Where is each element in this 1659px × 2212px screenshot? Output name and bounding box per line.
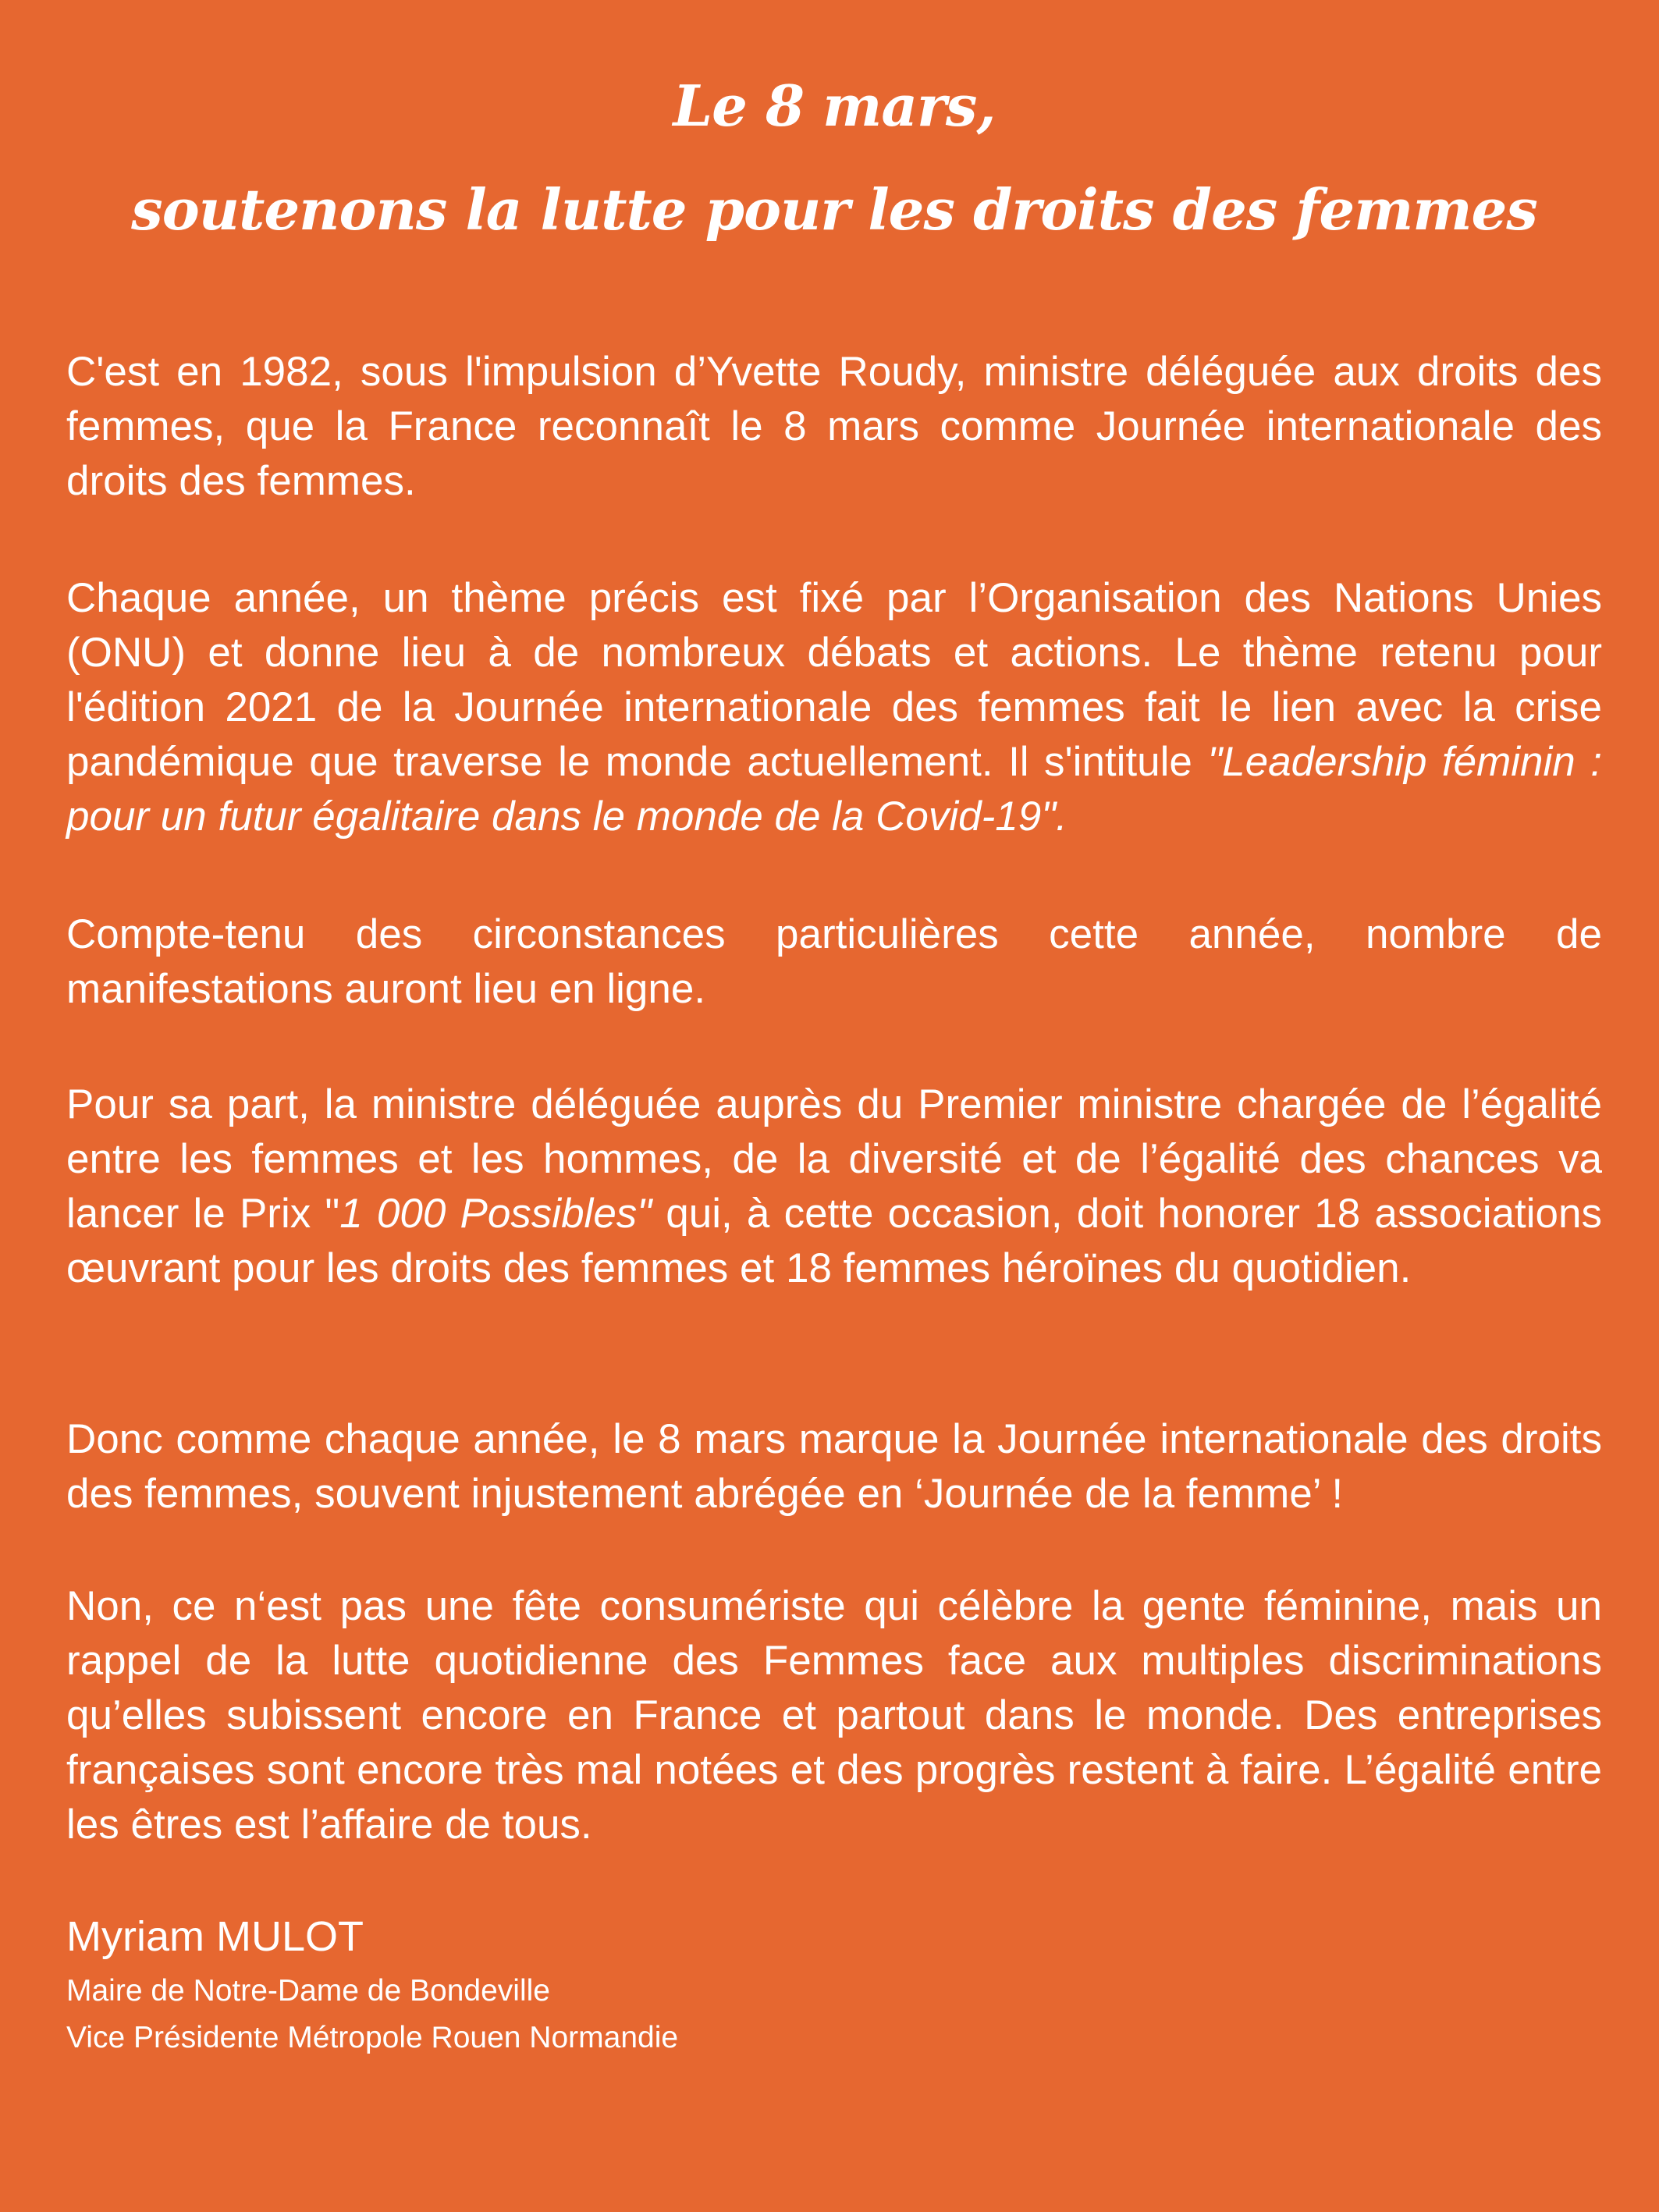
paragraph-prize [66,1078,1602,1296]
title-line-2: soutenons la lutte pour les droits des femmes [131,176,1537,243]
theme-title: "Leadership féminin : pour un futur égalitaire dans le monde de la Covid-19". [66,739,1602,840]
title-line-1: Le 8 mars, [673,73,996,139]
paragraph-reminder: Non, ce n‘est pas une fête consumériste qui célèbre la gente féminine, mais un rappel de la lutte quotidienne des Femmes face aux multiples discriminations qu’elles subissent encore en France et partout dans le monde. Des entreprises françaises sont encore très mal notées et des progrès restent à faire. L’égalité entre les êtres est l’affaire de tous. [66,1583,1602,1848]
prize-name: 1 000 Possibles" [339,1191,652,1237]
signature-role-mayor: Maire de Notre-Dame de Bondeville [66,1974,550,2008]
paragraph-online: Compte-tenu des circonstances particulières cette année, nombre de manifestations auront lieu en ligne. [66,911,1602,1012]
paragraph-theme-text: Chaque année, un thème précis est fixé par l’Organisation des Nations Unies (ONU) et donne lieu à de nombreux débats et actions. Le thème retenu pour l'édition 2021 de la Journée internationale des femmes fait le lien avec la crise pandémique que traverse le monde actuellement. Il s'intitule [66,575,1602,785]
paragraph-prize-after: qui, à cette occasion, doit honorer 18 associations œuvrant pour les droits des femmes et 18 femmes héroïnes du quotidien. [66,1191,1602,1291]
paragraph-theme [66,571,1602,844]
paragraph-annual: Donc comme chaque année, le 8 mars marque la Journée internationale des droits des femmes, souvent injustement abrégée en ‘Journée de la femme’ ! [66,1416,1602,1517]
signature-role-metropole: Vice Présidente Métropole Rouen Normandie [66,2021,679,2054]
paragraph-prize-before: Pour sa part, la ministre déléguée auprès du Premier ministre chargée de l’égalité entre les femmes et les hommes, de la diversité et de l’égalité des chances va lancer le Prix " [66,1081,1602,1237]
paragraph-history: C'est en 1982, sous l'impulsion d’Yvette Roudy, ministre déléguée aux droits des femmes, que la France reconnaît le 8 mars comme Journée internationale des droits des femmes. [66,349,1602,504]
signature-name: Myriam MULOT [66,1913,364,1960]
